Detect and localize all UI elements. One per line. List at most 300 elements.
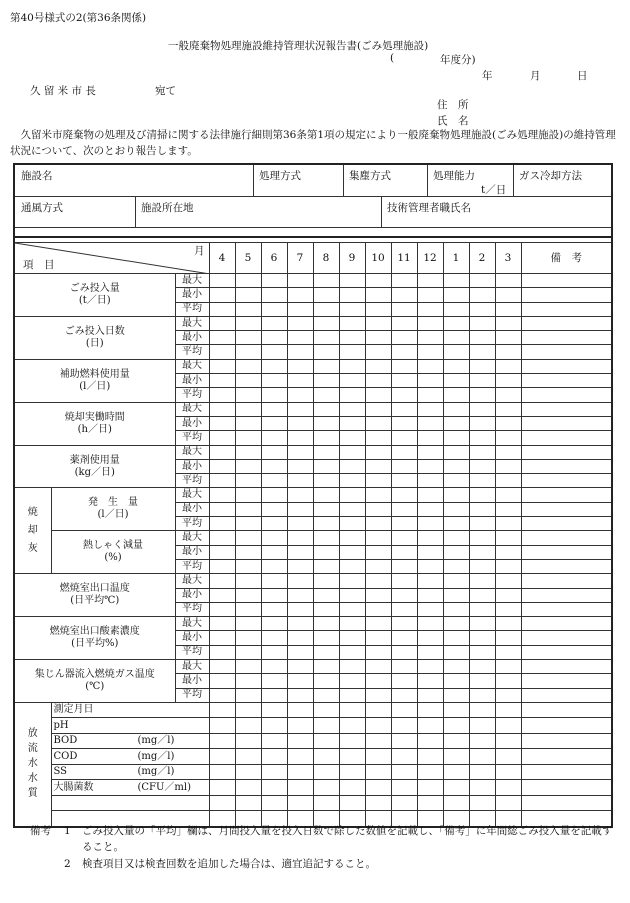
data-cell[interactable] bbox=[443, 402, 469, 416]
data-cell[interactable] bbox=[521, 431, 612, 445]
data-cell[interactable] bbox=[521, 645, 612, 659]
data-cell[interactable] bbox=[469, 388, 495, 402]
data-cell[interactable] bbox=[261, 559, 287, 573]
data-cell[interactable] bbox=[443, 674, 469, 688]
data-cell[interactable] bbox=[417, 288, 443, 302]
data-cell[interactable] bbox=[261, 316, 287, 330]
data-cell[interactable] bbox=[391, 631, 417, 645]
data-cell[interactable] bbox=[261, 459, 287, 473]
data-cell[interactable] bbox=[261, 688, 287, 702]
data-cell[interactable] bbox=[235, 517, 261, 531]
data-cell[interactable] bbox=[313, 545, 339, 559]
data-cell[interactable] bbox=[235, 316, 261, 330]
data-cell[interactable] bbox=[313, 445, 339, 459]
data-cell[interactable] bbox=[287, 780, 313, 796]
data-cell[interactable] bbox=[339, 502, 365, 516]
data-cell[interactable] bbox=[417, 795, 443, 811]
data-cell[interactable] bbox=[391, 531, 417, 545]
data-cell[interactable] bbox=[469, 795, 495, 811]
data-cell[interactable] bbox=[469, 416, 495, 430]
data-cell[interactable] bbox=[495, 416, 521, 430]
data-cell[interactable] bbox=[339, 274, 365, 288]
data-cell[interactable] bbox=[235, 502, 261, 516]
data-cell[interactable] bbox=[209, 474, 235, 488]
data-cell[interactable] bbox=[339, 374, 365, 388]
data-cell[interactable] bbox=[287, 718, 313, 734]
data-cell[interactable] bbox=[235, 617, 261, 631]
data-cell[interactable] bbox=[495, 631, 521, 645]
data-cell[interactable] bbox=[469, 749, 495, 765]
data-cell[interactable] bbox=[209, 617, 235, 631]
data-cell[interactable] bbox=[313, 617, 339, 631]
data-cell[interactable] bbox=[391, 795, 417, 811]
data-cell[interactable] bbox=[313, 517, 339, 531]
data-cell[interactable] bbox=[209, 631, 235, 645]
data-cell[interactable] bbox=[287, 302, 313, 316]
data-cell[interactable] bbox=[443, 388, 469, 402]
data-cell[interactable] bbox=[339, 617, 365, 631]
data-cell[interactable] bbox=[365, 588, 391, 602]
data-cell[interactable] bbox=[261, 795, 287, 811]
data-cell[interactable] bbox=[287, 559, 313, 573]
data-cell[interactable] bbox=[365, 795, 391, 811]
data-cell[interactable] bbox=[391, 602, 417, 616]
data-cell[interactable] bbox=[417, 517, 443, 531]
data-cell[interactable] bbox=[495, 288, 521, 302]
data-cell[interactable] bbox=[261, 588, 287, 602]
data-cell[interactable] bbox=[391, 488, 417, 502]
data-cell[interactable] bbox=[391, 588, 417, 602]
data-cell[interactable] bbox=[417, 660, 443, 674]
data-cell[interactable] bbox=[313, 345, 339, 359]
data-cell[interactable] bbox=[339, 645, 365, 659]
data-cell[interactable] bbox=[391, 416, 417, 430]
data-cell[interactable] bbox=[443, 416, 469, 430]
data-cell[interactable] bbox=[209, 374, 235, 388]
data-cell[interactable] bbox=[339, 795, 365, 811]
data-cell[interactable] bbox=[469, 459, 495, 473]
data-cell[interactable] bbox=[469, 588, 495, 602]
data-cell[interactable] bbox=[495, 718, 521, 734]
data-cell[interactable] bbox=[261, 345, 287, 359]
data-cell[interactable] bbox=[209, 459, 235, 473]
data-cell[interactable] bbox=[391, 474, 417, 488]
data-cell[interactable] bbox=[417, 617, 443, 631]
data-cell[interactable] bbox=[313, 718, 339, 734]
data-cell[interactable] bbox=[209, 588, 235, 602]
data-cell[interactable] bbox=[521, 445, 612, 459]
data-cell[interactable] bbox=[209, 416, 235, 430]
data-cell[interactable] bbox=[521, 718, 612, 734]
data-cell[interactable] bbox=[235, 474, 261, 488]
data-cell[interactable] bbox=[521, 345, 612, 359]
data-cell[interactable] bbox=[469, 374, 495, 388]
data-cell[interactable] bbox=[443, 617, 469, 631]
data-cell[interactable] bbox=[495, 531, 521, 545]
data-cell[interactable] bbox=[391, 402, 417, 416]
data-cell[interactable] bbox=[287, 274, 313, 288]
data-cell[interactable] bbox=[417, 631, 443, 645]
data-cell[interactable] bbox=[417, 488, 443, 502]
data-cell[interactable] bbox=[235, 331, 261, 345]
data-cell[interactable] bbox=[313, 316, 339, 330]
data-cell[interactable] bbox=[417, 733, 443, 749]
data-cell[interactable] bbox=[339, 517, 365, 531]
data-cell[interactable] bbox=[365, 302, 391, 316]
data-cell[interactable] bbox=[339, 288, 365, 302]
data-cell[interactable] bbox=[495, 688, 521, 702]
data-cell[interactable] bbox=[235, 660, 261, 674]
data-cell[interactable] bbox=[365, 531, 391, 545]
data-cell[interactable] bbox=[469, 617, 495, 631]
data-cell[interactable] bbox=[365, 502, 391, 516]
data-cell[interactable] bbox=[521, 733, 612, 749]
data-cell[interactable] bbox=[287, 764, 313, 780]
data-cell[interactable] bbox=[365, 274, 391, 288]
data-cell[interactable] bbox=[339, 445, 365, 459]
data-cell[interactable] bbox=[417, 718, 443, 734]
data-cell[interactable] bbox=[287, 574, 313, 588]
data-cell[interactable] bbox=[339, 588, 365, 602]
data-cell[interactable] bbox=[287, 288, 313, 302]
data-cell[interactable] bbox=[313, 431, 339, 445]
data-cell[interactable] bbox=[521, 749, 612, 765]
data-cell[interactable] bbox=[339, 431, 365, 445]
data-cell[interactable] bbox=[443, 718, 469, 734]
data-cell[interactable] bbox=[235, 631, 261, 645]
data-cell[interactable] bbox=[469, 331, 495, 345]
data-cell[interactable] bbox=[521, 545, 612, 559]
data-cell[interactable] bbox=[521, 288, 612, 302]
data-cell[interactable] bbox=[235, 574, 261, 588]
data-cell[interactable] bbox=[391, 359, 417, 373]
data-cell[interactable] bbox=[443, 702, 469, 718]
data-cell[interactable] bbox=[261, 374, 287, 388]
data-cell[interactable] bbox=[261, 780, 287, 796]
data-cell[interactable] bbox=[365, 780, 391, 796]
data-cell[interactable] bbox=[391, 459, 417, 473]
data-cell[interactable] bbox=[235, 274, 261, 288]
data-cell[interactable] bbox=[339, 749, 365, 765]
data-cell[interactable] bbox=[443, 474, 469, 488]
data-cell[interactable] bbox=[417, 502, 443, 516]
data-cell[interactable] bbox=[391, 374, 417, 388]
data-cell[interactable] bbox=[391, 388, 417, 402]
data-cell[interactable] bbox=[313, 374, 339, 388]
data-cell[interactable] bbox=[391, 702, 417, 718]
data-cell[interactable] bbox=[261, 388, 287, 402]
data-cell[interactable] bbox=[495, 488, 521, 502]
data-cell[interactable] bbox=[495, 733, 521, 749]
data-cell[interactable] bbox=[261, 602, 287, 616]
data-cell[interactable] bbox=[209, 660, 235, 674]
data-cell[interactable] bbox=[287, 374, 313, 388]
data-cell[interactable] bbox=[495, 388, 521, 402]
data-cell[interactable] bbox=[261, 718, 287, 734]
data-cell[interactable] bbox=[339, 331, 365, 345]
data-cell[interactable] bbox=[365, 359, 391, 373]
data-cell[interactable] bbox=[313, 531, 339, 545]
data-cell[interactable] bbox=[365, 718, 391, 734]
data-cell[interactable] bbox=[287, 331, 313, 345]
data-cell[interactable] bbox=[417, 445, 443, 459]
data-cell[interactable] bbox=[469, 645, 495, 659]
data-cell[interactable] bbox=[365, 617, 391, 631]
data-cell[interactable] bbox=[495, 795, 521, 811]
data-cell[interactable] bbox=[495, 702, 521, 718]
data-cell[interactable] bbox=[521, 574, 612, 588]
data-cell[interactable] bbox=[235, 688, 261, 702]
data-cell[interactable] bbox=[365, 660, 391, 674]
data-cell[interactable] bbox=[209, 645, 235, 659]
data-cell[interactable] bbox=[521, 402, 612, 416]
data-cell[interactable] bbox=[365, 488, 391, 502]
data-cell[interactable] bbox=[339, 302, 365, 316]
data-cell[interactable] bbox=[235, 545, 261, 559]
data-cell[interactable] bbox=[391, 316, 417, 330]
data-cell[interactable] bbox=[235, 388, 261, 402]
data-cell[interactable] bbox=[339, 474, 365, 488]
data-cell[interactable] bbox=[365, 316, 391, 330]
data-cell[interactable] bbox=[469, 502, 495, 516]
data-cell[interactable] bbox=[417, 402, 443, 416]
data-cell[interactable] bbox=[469, 559, 495, 573]
data-cell[interactable] bbox=[495, 574, 521, 588]
data-cell[interactable] bbox=[287, 431, 313, 445]
data-cell[interactable] bbox=[339, 559, 365, 573]
data-cell[interactable] bbox=[339, 488, 365, 502]
data-cell[interactable] bbox=[521, 617, 612, 631]
data-cell[interactable] bbox=[365, 602, 391, 616]
data-cell[interactable] bbox=[313, 795, 339, 811]
data-cell[interactable] bbox=[235, 431, 261, 445]
data-cell[interactable] bbox=[339, 688, 365, 702]
data-cell[interactable] bbox=[443, 517, 469, 531]
data-cell[interactable] bbox=[339, 631, 365, 645]
data-cell[interactable] bbox=[495, 374, 521, 388]
data-cell[interactable] bbox=[313, 302, 339, 316]
data-cell[interactable] bbox=[365, 688, 391, 702]
data-cell[interactable] bbox=[443, 660, 469, 674]
data-cell[interactable] bbox=[339, 733, 365, 749]
data-cell[interactable] bbox=[261, 402, 287, 416]
data-cell[interactable] bbox=[209, 345, 235, 359]
data-cell[interactable] bbox=[339, 459, 365, 473]
data-cell[interactable] bbox=[287, 459, 313, 473]
data-cell[interactable] bbox=[235, 645, 261, 659]
data-cell[interactable] bbox=[495, 645, 521, 659]
data-cell[interactable] bbox=[469, 316, 495, 330]
data-cell[interactable] bbox=[339, 345, 365, 359]
data-cell[interactable] bbox=[287, 517, 313, 531]
data-cell[interactable] bbox=[261, 445, 287, 459]
data-cell[interactable] bbox=[209, 431, 235, 445]
data-cell[interactable] bbox=[443, 531, 469, 545]
data-cell[interactable] bbox=[287, 749, 313, 765]
data-cell[interactable] bbox=[469, 445, 495, 459]
data-cell[interactable] bbox=[287, 617, 313, 631]
data-cell[interactable] bbox=[261, 288, 287, 302]
data-cell[interactable] bbox=[391, 718, 417, 734]
data-cell[interactable] bbox=[417, 431, 443, 445]
data-cell[interactable] bbox=[287, 488, 313, 502]
data-cell[interactable] bbox=[209, 688, 235, 702]
data-cell[interactable] bbox=[495, 445, 521, 459]
data-cell[interactable] bbox=[209, 764, 235, 780]
data-cell[interactable] bbox=[417, 531, 443, 545]
data-cell[interactable] bbox=[313, 488, 339, 502]
data-cell[interactable] bbox=[339, 602, 365, 616]
data-cell[interactable] bbox=[521, 795, 612, 811]
data-cell[interactable] bbox=[261, 474, 287, 488]
data-cell[interactable] bbox=[521, 388, 612, 402]
data-cell[interactable] bbox=[469, 431, 495, 445]
data-cell[interactable] bbox=[209, 517, 235, 531]
data-cell[interactable] bbox=[287, 345, 313, 359]
data-cell[interactable] bbox=[365, 574, 391, 588]
data-cell[interactable] bbox=[469, 488, 495, 502]
data-cell[interactable] bbox=[391, 674, 417, 688]
data-cell[interactable] bbox=[443, 445, 469, 459]
data-cell[interactable] bbox=[313, 416, 339, 430]
data-cell[interactable] bbox=[235, 795, 261, 811]
data-cell[interactable] bbox=[495, 345, 521, 359]
data-cell[interactable] bbox=[365, 331, 391, 345]
data-cell[interactable] bbox=[313, 674, 339, 688]
data-cell[interactable] bbox=[443, 359, 469, 373]
data-cell[interactable] bbox=[287, 631, 313, 645]
data-cell[interactable] bbox=[417, 545, 443, 559]
data-cell[interactable] bbox=[495, 331, 521, 345]
data-cell[interactable] bbox=[417, 274, 443, 288]
data-cell[interactable] bbox=[261, 517, 287, 531]
data-cell[interactable] bbox=[313, 502, 339, 516]
data-cell[interactable] bbox=[495, 602, 521, 616]
data-cell[interactable] bbox=[521, 316, 612, 330]
data-cell[interactable] bbox=[521, 517, 612, 531]
data-cell[interactable] bbox=[443, 374, 469, 388]
data-cell[interactable] bbox=[313, 645, 339, 659]
data-cell[interactable] bbox=[287, 688, 313, 702]
data-cell[interactable] bbox=[391, 431, 417, 445]
data-cell[interactable] bbox=[339, 402, 365, 416]
data-cell[interactable] bbox=[365, 431, 391, 445]
data-cell[interactable] bbox=[417, 645, 443, 659]
data-cell[interactable] bbox=[209, 388, 235, 402]
data-cell[interactable] bbox=[469, 517, 495, 531]
data-cell[interactable] bbox=[339, 388, 365, 402]
data-cell[interactable] bbox=[443, 645, 469, 659]
data-cell[interactable] bbox=[209, 502, 235, 516]
data-cell[interactable] bbox=[339, 718, 365, 734]
data-cell[interactable] bbox=[521, 502, 612, 516]
data-cell[interactable] bbox=[443, 431, 469, 445]
data-cell[interactable] bbox=[287, 388, 313, 402]
data-cell[interactable] bbox=[417, 688, 443, 702]
data-cell[interactable] bbox=[287, 531, 313, 545]
data-cell[interactable] bbox=[261, 545, 287, 559]
data-cell[interactable] bbox=[313, 331, 339, 345]
data-cell[interactable] bbox=[417, 588, 443, 602]
data-cell[interactable] bbox=[209, 316, 235, 330]
data-cell[interactable] bbox=[469, 631, 495, 645]
data-cell[interactable] bbox=[417, 574, 443, 588]
data-cell[interactable] bbox=[417, 459, 443, 473]
data-cell[interactable] bbox=[209, 302, 235, 316]
data-cell[interactable] bbox=[495, 459, 521, 473]
data-cell[interactable] bbox=[417, 764, 443, 780]
data-cell[interactable] bbox=[521, 488, 612, 502]
data-cell[interactable] bbox=[313, 359, 339, 373]
data-cell[interactable] bbox=[313, 402, 339, 416]
data-cell[interactable] bbox=[261, 302, 287, 316]
data-cell[interactable] bbox=[235, 488, 261, 502]
data-cell[interactable] bbox=[469, 718, 495, 734]
data-cell[interactable] bbox=[495, 780, 521, 796]
data-cell[interactable] bbox=[391, 502, 417, 516]
data-cell[interactable] bbox=[521, 416, 612, 430]
data-cell[interactable] bbox=[261, 733, 287, 749]
data-cell[interactable] bbox=[417, 674, 443, 688]
data-cell[interactable] bbox=[391, 688, 417, 702]
data-cell[interactable] bbox=[469, 574, 495, 588]
data-cell[interactable] bbox=[287, 445, 313, 459]
data-cell[interactable] bbox=[235, 559, 261, 573]
data-cell[interactable] bbox=[339, 545, 365, 559]
data-cell[interactable] bbox=[443, 588, 469, 602]
data-cell[interactable] bbox=[209, 702, 235, 718]
data-cell[interactable] bbox=[261, 764, 287, 780]
data-cell[interactable] bbox=[209, 733, 235, 749]
data-cell[interactable] bbox=[521, 588, 612, 602]
data-cell[interactable] bbox=[521, 359, 612, 373]
data-cell[interactable] bbox=[443, 331, 469, 345]
data-cell[interactable] bbox=[287, 660, 313, 674]
data-cell[interactable] bbox=[417, 331, 443, 345]
data-cell[interactable] bbox=[365, 702, 391, 718]
data-cell[interactable] bbox=[469, 359, 495, 373]
data-cell[interactable] bbox=[391, 274, 417, 288]
data-cell[interactable] bbox=[391, 660, 417, 674]
data-cell[interactable] bbox=[495, 502, 521, 516]
data-cell[interactable] bbox=[495, 431, 521, 445]
data-cell[interactable] bbox=[235, 749, 261, 765]
data-cell[interactable] bbox=[261, 617, 287, 631]
data-cell[interactable] bbox=[339, 780, 365, 796]
data-cell[interactable] bbox=[209, 780, 235, 796]
data-cell[interactable] bbox=[391, 517, 417, 531]
data-cell[interactable] bbox=[417, 559, 443, 573]
data-cell[interactable] bbox=[313, 780, 339, 796]
data-cell[interactable] bbox=[417, 374, 443, 388]
data-cell[interactable] bbox=[287, 602, 313, 616]
data-cell[interactable] bbox=[235, 416, 261, 430]
data-cell[interactable] bbox=[495, 660, 521, 674]
data-cell[interactable] bbox=[209, 331, 235, 345]
data-cell[interactable] bbox=[313, 574, 339, 588]
data-cell[interactable] bbox=[443, 288, 469, 302]
data-cell[interactable] bbox=[521, 688, 612, 702]
data-cell[interactable] bbox=[365, 764, 391, 780]
data-cell[interactable] bbox=[261, 574, 287, 588]
data-cell[interactable] bbox=[287, 316, 313, 330]
data-cell[interactable] bbox=[391, 749, 417, 765]
data-cell[interactable] bbox=[417, 602, 443, 616]
data-cell[interactable] bbox=[235, 780, 261, 796]
data-cell[interactable] bbox=[339, 416, 365, 430]
data-cell[interactable] bbox=[209, 402, 235, 416]
data-cell[interactable] bbox=[521, 702, 612, 718]
